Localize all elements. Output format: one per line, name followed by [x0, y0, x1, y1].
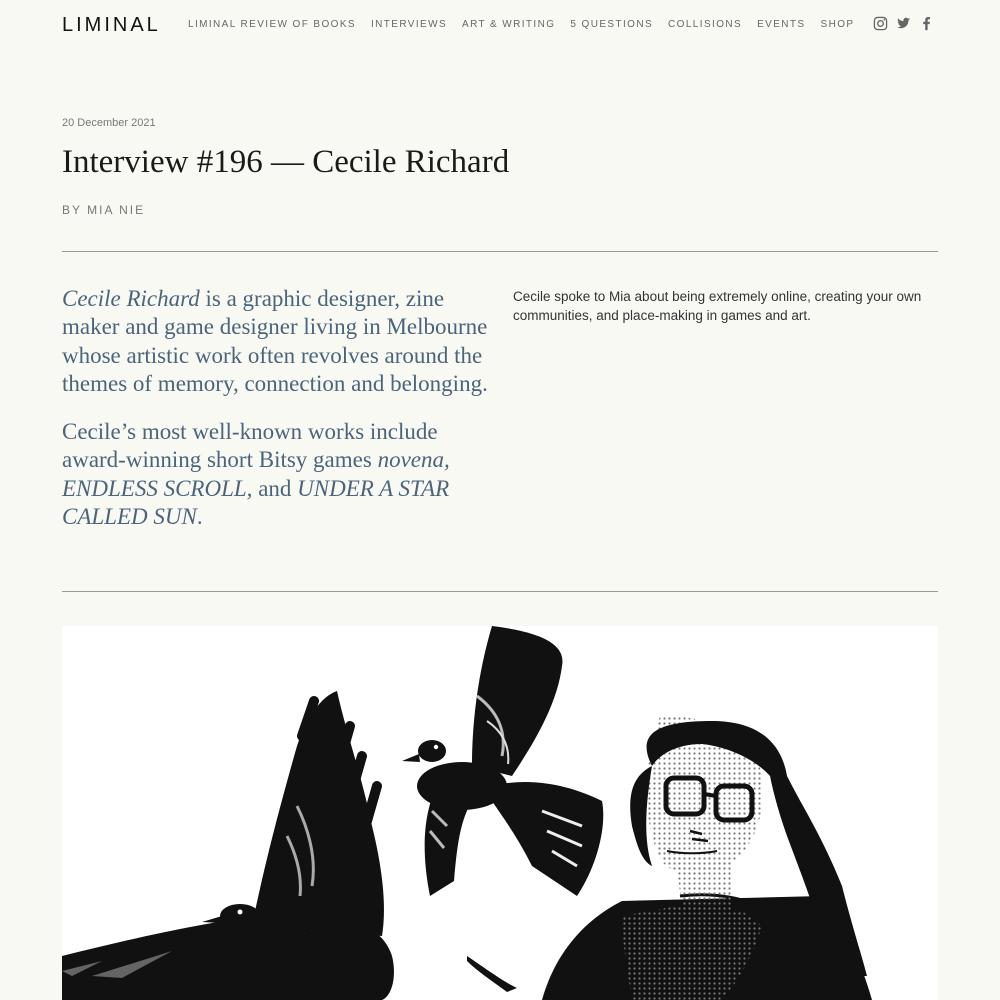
nav-item-art-writing[interactable]: ART & WRITING	[462, 19, 556, 30]
intro-text-segment: Cecile’s most well-known works include award-winning short Bitsy games	[62, 419, 438, 473]
article-summary	[513, 287, 943, 325]
page-title: Interview #196 — Cecile Richard	[62, 144, 510, 180]
nav-item-shop[interactable]: SHOP	[820, 19, 855, 30]
divider	[62, 251, 938, 252]
nav-item-interviews[interactable]: INTERVIEWS	[370, 19, 448, 30]
intro-paragraph	[62, 285, 492, 398]
intro-text-segment: is a graphic designer, zine maker and game designer living in Melbourne whose artistic work often revolves around the themes of memory, connection and belonging.	[62, 286, 488, 396]
instagram-icon[interactable]	[873, 16, 888, 31]
site-header	[0, 0, 1000, 52]
nav-item-5-questions[interactable]: 5 QUESTIONS	[570, 19, 654, 30]
facebook-icon[interactable]	[919, 16, 934, 31]
illustration-crows-and-portrait	[62, 626, 938, 1000]
work-title: novena,	[377, 447, 450, 473]
intro-text-segment: and	[252, 475, 298, 501]
byline: BY MIA NIE	[62, 203, 146, 217]
feature-illustration	[62, 626, 938, 1000]
main-nav	[188, 19, 854, 30]
intro-paragraph	[62, 418, 492, 531]
site-logo[interactable]: LIMINAL	[62, 14, 161, 36]
work-title: UNDER A STAR CALLED SUN	[62, 475, 450, 530]
intro-text	[62, 285, 492, 551]
nav-item-events[interactable]: EVENTS	[757, 19, 806, 30]
interviewee-name: Cecile Richard	[62, 286, 200, 311]
social-links	[873, 16, 934, 31]
summary-text: Cecile spoke to Mia about being extremely online, creating your own communities, and place-making in games and art.	[513, 289, 922, 323]
crow-center-drawing	[402, 626, 603, 992]
twitter-icon[interactable]	[896, 16, 911, 31]
divider	[62, 591, 938, 592]
crow-left-drawing	[62, 691, 394, 1000]
work-title: ENDLESS SCROLL,	[62, 475, 253, 501]
intro-text-segment: .	[196, 504, 203, 530]
nav-item-collisions[interactable]: COLLISIONS	[668, 19, 743, 30]
article-date: 20 December 2021	[62, 117, 156, 129]
nav-item-liminal-review-of-books[interactable]: LIMINAL REVIEW OF BOOKS	[188, 19, 356, 30]
